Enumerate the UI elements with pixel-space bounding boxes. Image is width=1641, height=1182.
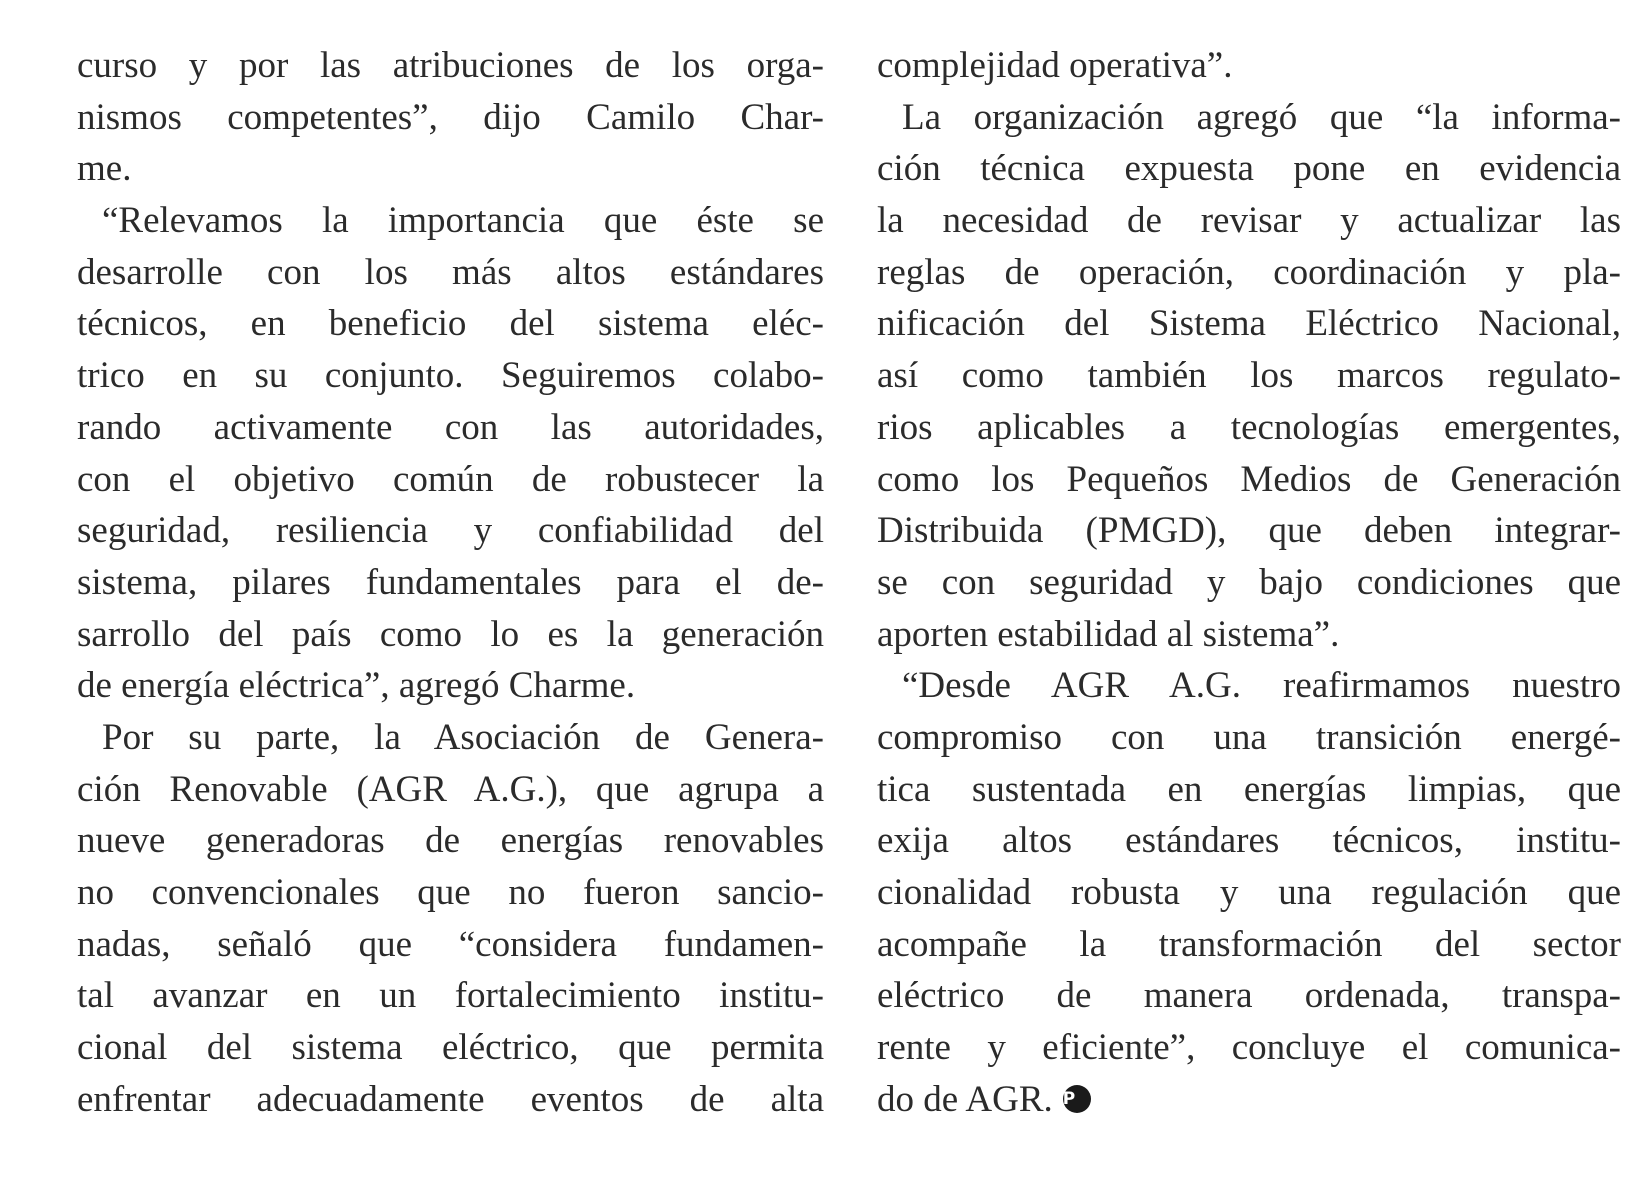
article-line-right [877,1074,1621,1126]
article-line-text: eléctrico de manera ordenada, transpa- [877,975,1621,1017]
article-line-left [77,1022,824,1074]
article-line-right [877,298,1621,350]
article-line-left [77,195,824,247]
article-line-left [77,1074,824,1126]
article-line-right [877,350,1621,402]
article-line-left [77,298,824,350]
article-line-text: exija altos estándares técnicos, institu- [877,820,1621,862]
article-line-text: aporten estabilidad al sistema”. [877,613,1340,655]
article-line-text: nadas, señaló que “considera fundamen- [77,923,824,965]
article-line-text: nueve generadoras de energías renovables [77,820,824,862]
article-line-text: me. [77,148,132,190]
article-line-text: sarrollo del país como lo es la generación [77,613,824,655]
article-line-text: se con seguridad y bajo condiciones que [877,561,1621,603]
article-line-text: Por su parte, la Asociación de Genera- [102,716,824,758]
article-line-right [877,505,1621,557]
article-line-right [877,247,1621,299]
article-line-text: La organización agregó que “la informa- [902,96,1621,138]
article-line-right [877,1022,1621,1074]
article-line-text: reglas de operación, coordinación y pla- [877,251,1621,293]
article-line-text: “Desde AGR A.G. reafirmamos nuestro [902,665,1621,707]
article-line-text: desarrolle con los más altos estándares [77,251,824,293]
article-line-left [77,764,824,816]
article-line-right [877,609,1621,661]
article-line-text: rente y eficiente”, concluye el comunica- [877,1027,1621,1069]
article-line-text: seguridad, resiliencia y confiabilidad del [77,510,824,552]
article-line-left [77,350,824,402]
article-line-text: así como también los marcos regulato- [877,355,1621,397]
article-line-right [877,660,1621,712]
article-line-left [77,815,824,867]
article-column-right [877,40,1621,1125]
article-line-left [77,970,824,1022]
article-line-text: curso y por las atribuciones de los orga- [77,45,824,86]
article-line-text: compromiso con una transición energé- [877,716,1621,758]
article-line-text: do de AGR. [877,1078,1053,1120]
article-line-text: ción técnica expuesta pone en evidencia [877,148,1621,190]
publication-end-mark-icon: P [1063,1085,1091,1113]
article-line-right [877,712,1621,764]
article-line-text: trico en su conjunto. Seguiremos colabo- [77,355,824,397]
article-line-text: nificación del Sistema Eléctrico Nacional, [877,303,1621,345]
article-line-text: Distribuida (PMGD), que deben integrar- [877,510,1621,552]
article-line-text: complejidad operativa”. [877,45,1233,86]
article-line-text: sistema, pilares fundamentales para el de- [77,561,824,603]
article-line-text: rios aplicables a tecnologías emergentes, [877,406,1621,448]
article-line-right [877,867,1621,919]
article-line-right [877,143,1621,195]
article-line-left [77,919,824,971]
article-line-text: enfrentar adecuadamente eventos de alta [77,1078,824,1120]
article-line-text: ción Renovable (AGR A.G.), que agrupa a [77,768,824,810]
article-line-right [877,40,1621,92]
article-line-right [877,195,1621,247]
article-line-right [877,919,1621,971]
article-line-text: cionalidad robusta y una regulación que [877,872,1621,913]
article-line-left [77,40,824,92]
article-line-right [877,402,1621,454]
article-line-text: cional del sistema eléctrico, que permita [77,1027,824,1069]
article-column-left [77,40,824,1125]
article-line-left [77,92,824,144]
article-line-text: no convencionales que no fueron sancio- [77,872,824,913]
article-line-right [877,815,1621,867]
article-line-text: con el objetivo común de robustecer la [77,458,824,500]
article-line-left [77,505,824,557]
article-line-left [77,143,824,195]
article-line-left [77,247,824,299]
article-line-left [77,454,824,506]
article-line-text: rando activamente con las autoridades, [77,406,824,448]
article-line-left [77,660,824,712]
article-line-text: técnicos, en beneficio del sistema eléc- [77,303,824,345]
article-line-right [877,454,1621,506]
article-line-text: acompañe la transformación del sector [877,923,1621,965]
article-line-left [77,712,824,764]
article-line-left [77,867,824,919]
article-line-left [77,402,824,454]
article-line-right [877,557,1621,609]
article-line-right [877,92,1621,144]
article-line-text: nismos competentes”, dijo Camilo Char- [77,96,824,138]
article-line-text: “Relevamos la importancia que éste se [102,200,824,242]
article-line-text: como los Pequeños Medios de Generación [877,458,1621,500]
article-line-text: la necesidad de revisar y actualizar las [877,200,1621,242]
article-line-text: tica sustentada en energías limpias, que [877,768,1621,810]
article-line-text: tal avanzar en un fortalecimiento institu- [77,975,824,1017]
article-line-text: de energía eléctrica”, agregó Charme. [77,665,636,707]
article-line-left [77,609,824,661]
article-line-left [77,557,824,609]
article-line-right [877,970,1621,1022]
article-line-right [877,764,1621,816]
